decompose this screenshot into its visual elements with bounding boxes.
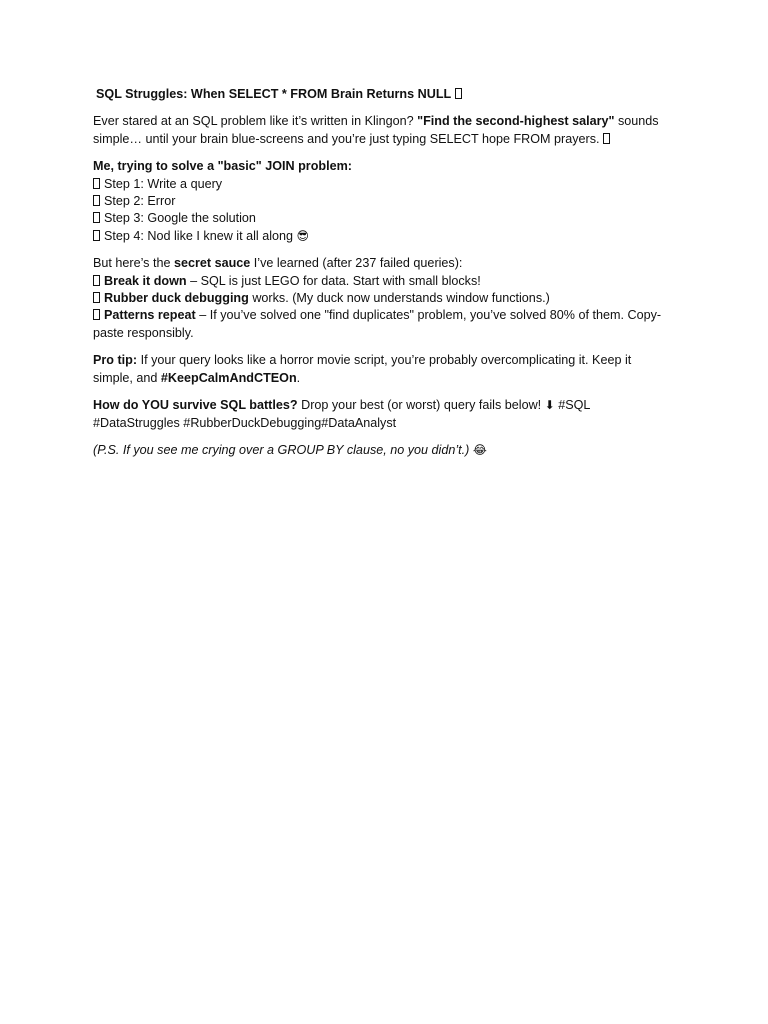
intro-bold-quote: "Find the second-highest salary" (417, 114, 615, 129)
sauce-intro (93, 255, 673, 272)
tip-text: – If you’ve solved one "find duplicates" problem, you’ve solved 80% of them. Copy-paste responsibly. (93, 308, 662, 340)
question-bold: How do YOU survive SQL battles? (93, 398, 298, 413)
missing-glyph-icon (93, 275, 100, 286)
step-item (93, 176, 673, 193)
laughing-emoji-icon: 😂 (472, 442, 487, 457)
question-hashtags: #SQL #DataStruggles #RubberDuckDebugging#DataAnalyst (93, 398, 590, 430)
pro-tip-text: If your query looks like a horror movie script, you’re probably overcomplicating it. Keep it simple, and (93, 353, 632, 385)
pro-tip-end: . (296, 370, 301, 385)
ps-paragraph (93, 442, 673, 459)
sunglasses-emoji-icon: 😎 (296, 228, 310, 243)
steps-heading: Me, trying to solve a "basic" JOIN problem: (93, 159, 352, 174)
missing-glyph-icon (93, 292, 100, 303)
step-item (93, 210, 673, 227)
missing-glyph-icon (603, 133, 610, 144)
tip-text: works. (My duck now understands window functions.) (248, 291, 550, 306)
intro-paragraph (93, 113, 673, 148)
tip-item (93, 290, 673, 307)
tip-bold: Patterns repeat (104, 308, 196, 323)
missing-glyph-icon (93, 212, 100, 223)
missing-glyph-icon (93, 230, 100, 241)
missing-glyph-icon (455, 88, 462, 99)
tip-text: – SQL is just LEGO for data. Start with small blocks! (186, 273, 481, 288)
tip-item (93, 307, 673, 342)
sauce-intro-bold: secret sauce (173, 256, 251, 271)
missing-glyph-icon (93, 178, 100, 189)
document-title (93, 86, 673, 103)
down-arrow-icon: ⬇ (544, 398, 555, 413)
step-item (93, 228, 673, 245)
pro-tip-label: Pro tip: (93, 353, 138, 368)
steps-section (93, 158, 673, 245)
question-paragraph (93, 397, 673, 432)
document-body (93, 86, 673, 469)
secret-sauce-section (93, 255, 673, 342)
missing-glyph-icon (93, 309, 100, 320)
intro-text-2: sounds simple… until your brain blue-screens and you’re just typing SELECT hope FROM prayers. (93, 114, 659, 146)
step-item (93, 193, 673, 210)
intro-text-1: Ever stared at an SQL problem like it’s written in Klingon? (93, 114, 418, 129)
step-text: Step 3: Google the solution (104, 211, 256, 226)
step-text: Step 1: Write a query (104, 176, 223, 191)
question-text: Drop your best (or worst) query fails below! (297, 398, 545, 413)
tip-bold: Break it down (104, 273, 187, 288)
tip-item (93, 273, 673, 290)
missing-glyph-icon (93, 195, 100, 206)
pro-tip-paragraph (93, 352, 673, 387)
pro-tip-hashtag: #KeepCalmAndCTEOn (160, 370, 297, 385)
ps-text: (P.S. If you see me crying over a GROUP BY clause, no you didn’t.) (93, 442, 473, 457)
tip-bold: Rubber duck debugging (104, 291, 249, 306)
step-text: Step 2: Error (104, 194, 176, 209)
title-text: SQL Struggles: When SELECT * FROM Brain Returns NULL (96, 87, 452, 101)
sauce-intro-text-1: But here’s the (93, 256, 174, 271)
sauce-intro-text-2: I’ve learned (after 237 failed queries): (250, 256, 463, 271)
step-text: Step 4: Nod like I knew it all along (104, 228, 294, 243)
